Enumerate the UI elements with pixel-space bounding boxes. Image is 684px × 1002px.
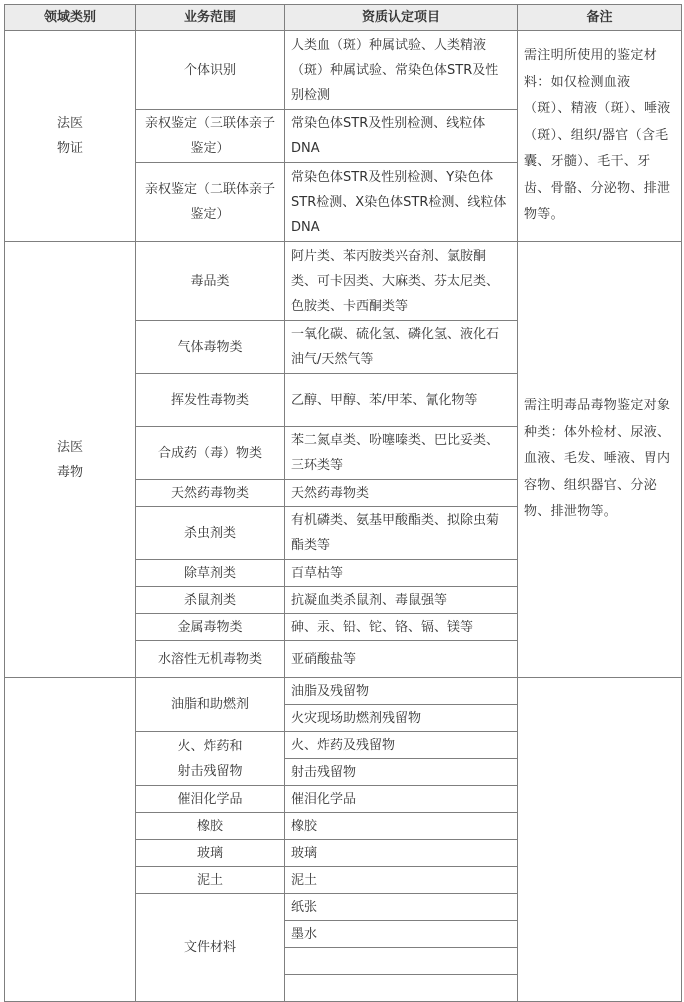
scope-cell: 亲权鉴定（二联体亲子鉴定） [136, 163, 285, 242]
scope-cell: 杀虫剂类 [136, 507, 285, 560]
scope-cell: 毒品类 [136, 242, 285, 321]
domain-line: 物证 [56, 141, 83, 156]
scope-cell: 个体识别 [136, 31, 285, 110]
table-row [5, 678, 682, 705]
item-cell: 催泪化学品 [285, 786, 518, 813]
item-cell: 有机磷类、氨基甲酸酯类、拟除虫菊酯类等 [285, 507, 518, 560]
qualification-table [4, 4, 682, 1002]
item-cell: 苯二氮卓类、吩噻嗪类、巴比妥类、三环类等 [285, 427, 518, 480]
header-item: 资质认定项目 [285, 5, 518, 31]
scope-cell: 玻璃 [136, 840, 285, 867]
item-cell: 常染色体STR及性别检测、Y染色体STR检测、X染色体STR检测、线粒体DNA [285, 163, 518, 242]
scope-cell: 催泪化学品 [136, 786, 285, 813]
scope-cell: 天然药毒物类 [136, 480, 285, 507]
scope-cell: 亲权鉴定（三联体亲子鉴定） [136, 110, 285, 163]
item-cell: 阿片类、苯丙胺类兴奋剂、氯胺酮类、可卡因类、大麻类、芬太尼类、色胺类、卡西酮类等 [285, 242, 518, 321]
domain-line: 毒物 [56, 464, 83, 480]
item-cell: 一氧化碳、硫化氢、磷化氢、液化石油气/天然气等 [285, 321, 518, 374]
note-cell [518, 678, 682, 1002]
note-cell: 需注明毒品毒物鉴定对象种类：体外检材、尿液、血液、毛发、唾液、胃内容物、组织器官、分泌物、排泄物等。 [518, 242, 682, 678]
scope-line: 火、炸药和 [177, 738, 243, 754]
header-scope: 业务范围 [136, 5, 285, 31]
scope-cell: 文件材料 [136, 894, 285, 1002]
scope-cell: 气体毒物类 [136, 321, 285, 374]
item-cell: 天然药毒物类 [285, 480, 518, 507]
domain-line: 法医 [56, 439, 83, 455]
domain-cell [5, 678, 136, 1002]
item-cell: 橡胶 [285, 813, 518, 840]
scope-cell: 金属毒物类 [136, 614, 285, 641]
item-cell: 玻璃 [285, 840, 518, 867]
item-cell [285, 948, 518, 975]
table-row [5, 242, 682, 321]
item-cell: 亚硝酸盐等 [285, 641, 518, 678]
table-row [5, 31, 682, 110]
scope-line: 射击残留物 [177, 763, 243, 779]
note-cell: 需注明所使用的鉴定材料：如仅检测血液（斑）、精液（斑）、唾液（斑）、组织/器官（含毛囊、牙髓）、毛干、牙齿、骨骼、分泌物、排泄物等。 [518, 31, 682, 242]
item-cell: 火灾现场助燃剂残留物 [285, 705, 518, 732]
item-cell: 泥土 [285, 867, 518, 894]
item-cell: 火、炸药及残留物 [285, 732, 518, 759]
item-cell: 乙醇、甲醇、苯/甲苯、氰化物等 [285, 374, 518, 427]
scope-cell: 杀鼠剂类 [136, 587, 285, 614]
scope-cell: 橡胶 [136, 813, 285, 840]
item-cell: 射击残留物 [285, 759, 518, 786]
item-cell: 百草枯等 [285, 560, 518, 587]
scope-cell: 油脂和助燃剂 [136, 678, 285, 732]
header-note: 备注 [518, 5, 682, 31]
domain-line: 法医 [56, 116, 83, 131]
item-cell [285, 975, 518, 1002]
item-cell: 砷、汞、铅、铊、铬、镉、镁等 [285, 614, 518, 641]
domain-cell [5, 31, 136, 242]
header-row [5, 5, 682, 31]
scope-cell: 水溶性无机毒物类 [136, 641, 285, 678]
item-cell: 常染色体STR及性别检测、线粒体DNA [285, 110, 518, 163]
item-cell: 纸张 [285, 894, 518, 921]
header-domain: 领域类别 [5, 5, 136, 31]
scope-cell: 除草剂类 [136, 560, 285, 587]
item-cell: 人类血（斑）种属试验、人类精液（斑）种属试验、常染色体STR及性别检测 [285, 31, 518, 110]
scope-cell: 合成药（毒）物类 [136, 427, 285, 480]
scope-cell: 泥土 [136, 867, 285, 894]
item-cell: 墨水 [285, 921, 518, 948]
domain-cell [5, 242, 136, 678]
item-cell: 油脂及残留物 [285, 678, 518, 705]
scope-cell [136, 732, 285, 786]
scope-cell: 挥发性毒物类 [136, 374, 285, 427]
item-cell: 抗凝血类杀鼠剂、毒鼠强等 [285, 587, 518, 614]
